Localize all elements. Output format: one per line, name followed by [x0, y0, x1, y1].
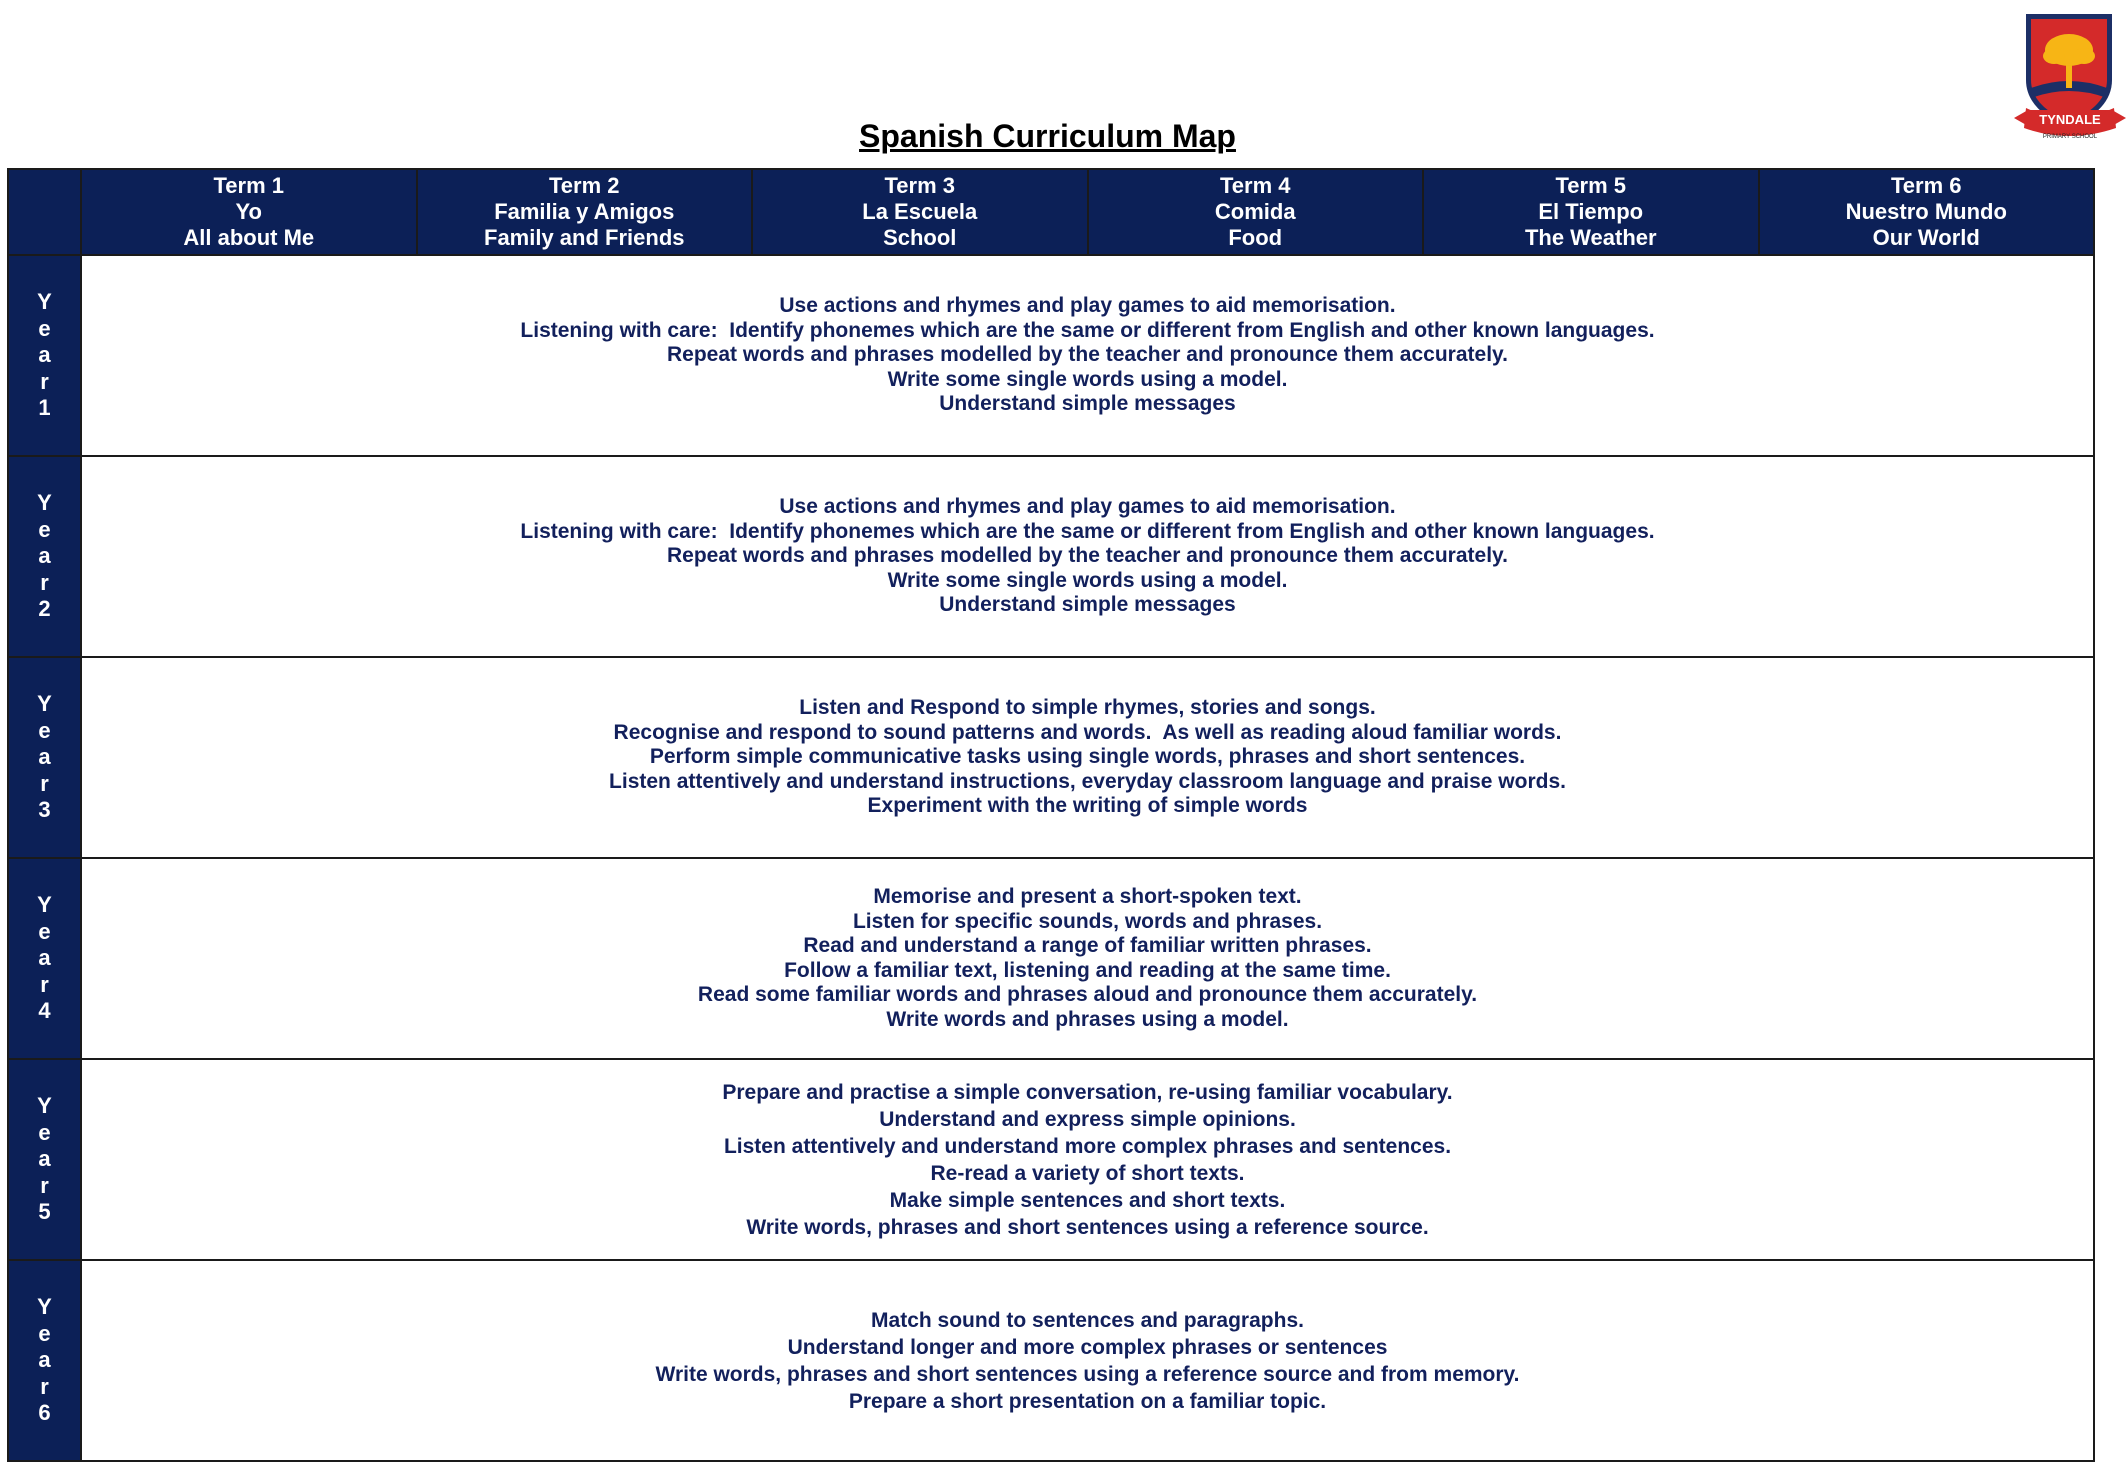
year-label-char: a: [38, 744, 51, 770]
objective-line: Use actions and rhymes and play games to aid memorisation.: [779, 294, 1396, 318]
objective-line: Listen attentively and understand more complex phrases and sentences.: [723, 1134, 1452, 1158]
year-objectives: [81, 1059, 2094, 1260]
year-label: [8, 1059, 81, 1260]
year-label-char: e: [38, 918, 51, 944]
objective-line: Prepare a short presentation on a familiar topic.: [848, 1389, 1327, 1413]
term-header: [1759, 169, 2095, 255]
year-label-char: 1: [38, 395, 51, 421]
term-header-row: [8, 169, 2094, 255]
term-number: Term 5: [1555, 173, 1626, 198]
term-english-title: The Weather: [1524, 225, 1657, 250]
objective-line: Re-read a variety of short texts.: [930, 1161, 1245, 1185]
objective-line: Listen for specific sounds, words and phrases.: [852, 909, 1323, 933]
term-number: Term 1: [213, 173, 284, 198]
year-objectives: [81, 1260, 2094, 1461]
objective-line: Listen attentively and understand instructions, everyday classroom language and praise words.: [609, 769, 1566, 793]
corner-cell: [8, 169, 81, 255]
term-number: Term 4: [1219, 173, 1291, 198]
objective-line: Listening with care: Identify phonemes which are the same or different from English and other known languages.: [520, 318, 1655, 342]
year-label-char: Y: [37, 892, 52, 918]
objective-line: Repeat words and phrases modelled by the teacher and pronounce them accurately.: [666, 343, 1508, 367]
year-label-char: Y: [37, 1294, 52, 1320]
objective-line: Understand simple messages: [939, 392, 1236, 416]
objective-line: Understand simple messages: [939, 593, 1236, 617]
objective-line: Write words, phrases and short sentences using a reference source.: [746, 1215, 1429, 1239]
term-spanish-title: Yo: [235, 199, 262, 224]
term-english-title: Food: [1228, 225, 1283, 250]
year-label-char: 2: [38, 596, 51, 622]
objective-line: Make simple sentences and short texts.: [889, 1188, 1286, 1212]
page-title: Spanish Curriculum Map: [859, 118, 1236, 154]
year-label-char: 6: [38, 1400, 51, 1426]
year-row: [8, 1260, 2094, 1461]
objective-line: Write words, phrases and short sentences using a reference source and from memory.: [655, 1362, 1520, 1386]
year-label-char: e: [38, 315, 51, 341]
term-header: [417, 169, 753, 255]
year-row: [8, 858, 2094, 1059]
objective-line: Repeat words and phrases modelled by the teacher and pronounce them accurately.: [666, 544, 1508, 568]
objective-line: Follow a familiar text, listening and reading at the same time.: [784, 958, 1391, 982]
year-label-char: e: [38, 516, 51, 542]
term-header: [81, 169, 417, 255]
year-label-char: a: [38, 342, 51, 368]
year-label-char: r: [40, 368, 49, 394]
objective-line: Experiment with the writing of simple words: [867, 794, 1308, 818]
year-label-char: Y: [37, 1093, 52, 1119]
year-label: [8, 1260, 81, 1461]
objective-line: Memorise and present a short-spoken text.: [873, 885, 1302, 908]
objective-line: Use actions and rhymes and play games to aid memorisation.: [779, 495, 1396, 519]
year-label-char: a: [38, 1347, 51, 1373]
term-english-title: School: [883, 225, 957, 250]
term-english-title: Family and Friends: [484, 225, 685, 250]
term-english-title: All about Me: [183, 225, 315, 250]
logo-subtext: PRIMARY SCHOOL: [2042, 134, 2098, 140]
objective-line: Write words and phrases using a model.: [886, 1007, 1289, 1031]
year-label-char: Y: [37, 691, 52, 717]
year-objectives: [81, 255, 2094, 456]
term-header: [752, 169, 1088, 255]
school-crest-logo: [2012, 10, 2128, 152]
objective-line: Listening with care: Identify phonemes which are the same or different from English and other known languages.: [520, 519, 1655, 543]
year-label: [8, 657, 81, 858]
year-label-char: a: [38, 1146, 51, 1172]
objective-line: Write some single words using a model.: [887, 568, 1288, 592]
year-label-char: r: [40, 1373, 49, 1399]
year-label: [8, 858, 81, 1059]
year-label-char: Y: [37, 289, 52, 315]
term-header: [1423, 169, 1759, 255]
objective-line: Read and understand a range of familiar written phrases.: [803, 934, 1372, 957]
objective-line: Prepare and practise a simple conversation, re-using familiar vocabulary.: [722, 1080, 1453, 1104]
year-objectives: [81, 657, 2094, 858]
year-label: [8, 456, 81, 657]
year-objectives: [81, 858, 2094, 1059]
curriculum-table: [7, 168, 2095, 1462]
year-label-char: 5: [38, 1199, 51, 1225]
objective-line: Write some single words using a model.: [887, 367, 1288, 391]
objective-line: Read some familiar words and phrases aloud and pronounce them accurately.: [697, 983, 1478, 1006]
year-row: [8, 1059, 2094, 1260]
year-label-char: e: [38, 717, 51, 743]
year-label-char: a: [38, 543, 51, 569]
term-number: Term 2: [548, 173, 620, 198]
year-row: [8, 657, 2094, 858]
year-label-char: 4: [38, 998, 51, 1024]
year-label-char: e: [38, 1119, 51, 1145]
term-spanish-title: Nuestro Mundo: [1845, 199, 2007, 224]
year-objectives: [81, 456, 2094, 657]
term-header: [1088, 169, 1424, 255]
objective-line: Understand longer and more complex phrases or sentences: [787, 1335, 1388, 1359]
year-label-char: r: [40, 569, 49, 595]
year-label-char: 3: [38, 797, 51, 823]
term-number: Term 3: [884, 173, 955, 198]
objective-line: Recognise and respond to sound patterns and words. As well as reading aloud familiar words.: [613, 720, 1562, 744]
logo-text: TYNDALE: [2039, 112, 2101, 127]
year-label-char: e: [38, 1320, 51, 1346]
objective-line: Listen and Respond to simple rhymes, stories and songs.: [799, 696, 1376, 720]
term-spanish-title: Comida: [1214, 199, 1296, 224]
year-label: [8, 255, 81, 456]
year-label-char: a: [38, 945, 51, 971]
term-spanish-title: Familia y Amigos: [494, 199, 675, 224]
term-spanish-title: La Escuela: [862, 199, 978, 224]
year-label-char: r: [40, 770, 49, 796]
year-label-char: r: [40, 971, 49, 997]
year-row: [8, 255, 2094, 456]
year-label-char: r: [40, 1172, 49, 1198]
term-spanish-title: El Tiempo: [1538, 199, 1644, 224]
term-english-title: Our World: [1872, 225, 1980, 250]
objective-line: Match sound to sentences and paragraphs.: [871, 1308, 1304, 1332]
term-number: Term 6: [1890, 173, 1962, 198]
year-row: [8, 456, 2094, 657]
objective-line: Understand and express simple opinions.: [879, 1107, 1296, 1131]
year-label-char: Y: [37, 490, 52, 516]
objective-line: Perform simple communicative tasks using single words, phrases and short sentences.: [649, 745, 1526, 769]
